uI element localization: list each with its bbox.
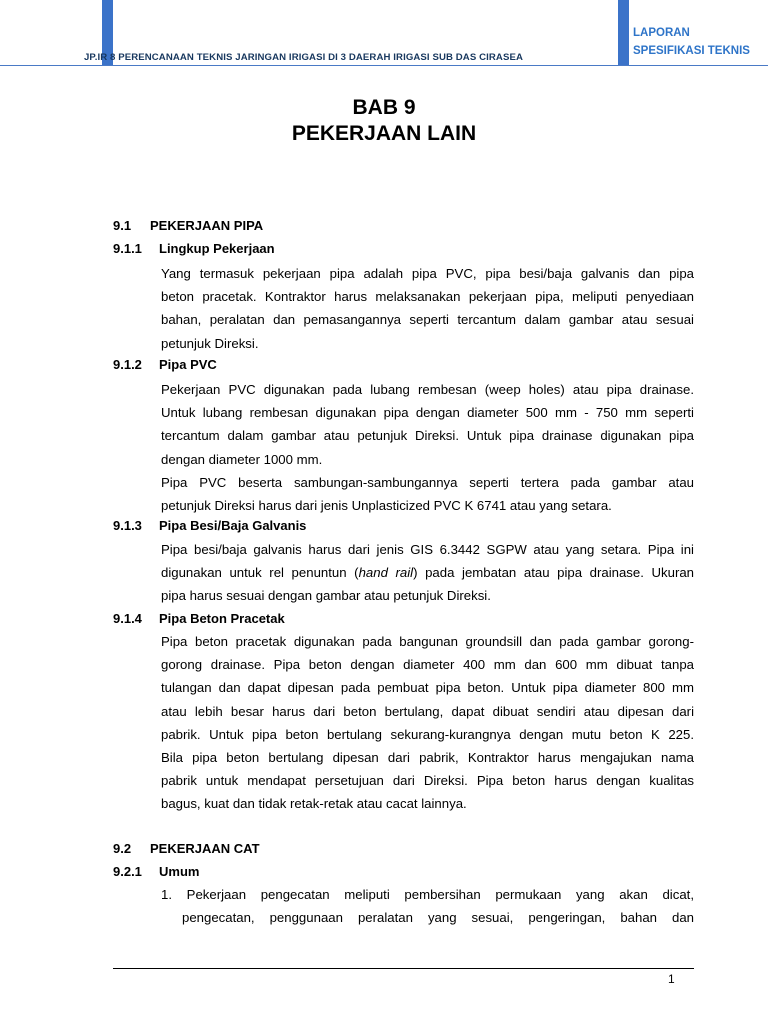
paragraph-lingkup-pekerjaan — [161, 262, 694, 355]
section-heading-9-1-4 — [113, 611, 285, 626]
paragraph-line: beton pracetak. Kontraktor harus melaksanakan pekerjaan pipa, meliputi penyediaan — [161, 289, 694, 305]
paragraph-line: tercantum dalam gambar atau petunjuk Direksi. Untuk pipa drainase digunakan pipa — [161, 428, 694, 444]
paragraph-line — [161, 561, 694, 584]
paragraph-pipa-pvc — [161, 378, 694, 517]
paragraph-line: dengan diameter 1000 mm. — [161, 451, 323, 467]
emphasis-text: hand rail — [358, 565, 414, 581]
paragraph-pipa-beton — [161, 630, 694, 816]
paragraph-line: bagus, kuat dan tidak retak-retak atau cacat lainnya. — [161, 796, 467, 812]
paragraph-line: Bila pipa beton bertulang dipesan dari pabrik, Kontraktor harus mengajukan nama — [161, 749, 694, 765]
header-report-label — [633, 24, 750, 60]
section-title: Lingkup Pekerjaan — [159, 241, 275, 256]
paragraph-line: pabrik untuk mendapat persetujuan dari Direksi. Pipa beton harus dengan kualitas — [161, 773, 694, 789]
paragraph-line: Pipa beton pracetak digunakan pada bangunan groundsill dan pada gambar gorong- — [161, 634, 694, 649]
paragraph-line: Pekerjaan PVC digunakan pada lubang rembesan (weep holes) atau pipa drainase. — [161, 382, 694, 397]
header-report-line1: LAPORAN — [633, 27, 690, 39]
paragraph-pipa-besi — [161, 538, 694, 608]
section-number: 9.1.4 — [113, 611, 142, 626]
section-title: PEKERJAAN PIPA — [150, 218, 264, 233]
chapter-title: PEKERJAAN LAIN — [291, 122, 477, 145]
section-title: PEKERJAAN CAT — [150, 841, 260, 856]
section-number: 9.1.3 — [113, 518, 142, 533]
section-heading-9-1 — [113, 218, 263, 233]
paragraph-line: Pipa PVC beserta sambungan-sambungannya seperti tertera pada gambar atau — [161, 474, 694, 490]
section-title: Pipa Besi/Baja Galvanis — [159, 518, 307, 533]
section-title: Pipa Beton Pracetak — [159, 611, 285, 626]
list-item-1 — [161, 883, 694, 929]
paragraph-line: atau lebih besar harus dari beton bertulang, dapat dibuat sendiri atau dipesan dari — [161, 703, 694, 719]
paragraph-line: Yang termasuk pekerjaan pipa adalah pipa PVC, pipa besi/baja galvanis dan pipa — [161, 266, 694, 281]
section-heading-9-1-3 — [113, 518, 306, 533]
text-run: ) pada jembatan atau pipa drainase. Ukuran — [413, 565, 694, 581]
paragraph-line: tulangan dan dapat dipesan pada pembuat pipa beton. Untuk pipa diameter 800 mm — [161, 680, 694, 696]
page-number: 1 — [668, 972, 675, 986]
header-accent-bar-right — [618, 0, 629, 66]
text-run: digunakan untuk rel penuntun ( — [161, 565, 359, 581]
section-number: 9.2 — [113, 841, 132, 856]
header-report-line2: SPESIFIKASI TEKNIS — [633, 45, 750, 57]
header-rule — [0, 65, 768, 66]
section-heading-9-1-1 — [113, 241, 275, 256]
section-number: 9.1.2 — [113, 357, 142, 372]
section-heading-9-2 — [113, 841, 260, 856]
footer-rule — [113, 968, 694, 969]
paragraph-line: pipa harus sesuai dengan gambar atau petunjuk Direksi. — [161, 588, 491, 604]
list-item-line: pengecatan, penggunaan peralatan yang sesuai, pengeringan, bahan dan — [182, 910, 694, 926]
section-heading-9-1-2 — [113, 357, 217, 372]
section-heading-9-2-1 — [113, 864, 199, 879]
chapter-number: BAB 9 — [352, 96, 416, 119]
paragraph-line: Pipa besi/baja galvanis harus dari jenis GIS 6.3442 SGPW atau yang setara. Pipa ini — [161, 542, 694, 557]
paragraph-line: pabrik. Untuk pipa beton bertulang sekurang-kurangnya dengan mutu beton K 225. — [161, 726, 694, 742]
section-number: 9.2.1 — [113, 864, 142, 879]
header-project-title: JP.IR 8 PERENCANAAN TEKNIS JARINGAN IRIGASI DI 3 DAERAH IRIGASI SUB DAS CIRASEA — [84, 52, 523, 63]
paragraph-line: bahan, peralatan dan pemasangannya seperti tercantum dalam gambar atau sesuai — [161, 312, 694, 328]
section-title: Umum — [159, 864, 200, 879]
section-number: 9.1 — [113, 218, 132, 233]
section-number: 9.1.1 — [113, 241, 142, 256]
paragraph-line: petunjuk Direksi harus dari jenis Unplasticized PVC K 6741 atau yang setara. — [161, 497, 612, 513]
section-title: Pipa PVC — [159, 357, 217, 372]
list-item-line: 1. Pekerjaan pengecatan meliputi pembersihan permukaan yang akan dicat, — [161, 887, 694, 902]
paragraph-line: Untuk lubang rembesan digunakan pipa dengan diameter 500 mm - 750 mm seperti — [161, 405, 694, 421]
paragraph-line: gorong drainase. Pipa beton dengan diameter 400 mm dan 600 mm dibuat tanpa — [161, 657, 694, 673]
paragraph-line: petunjuk Direksi. — [161, 335, 259, 351]
